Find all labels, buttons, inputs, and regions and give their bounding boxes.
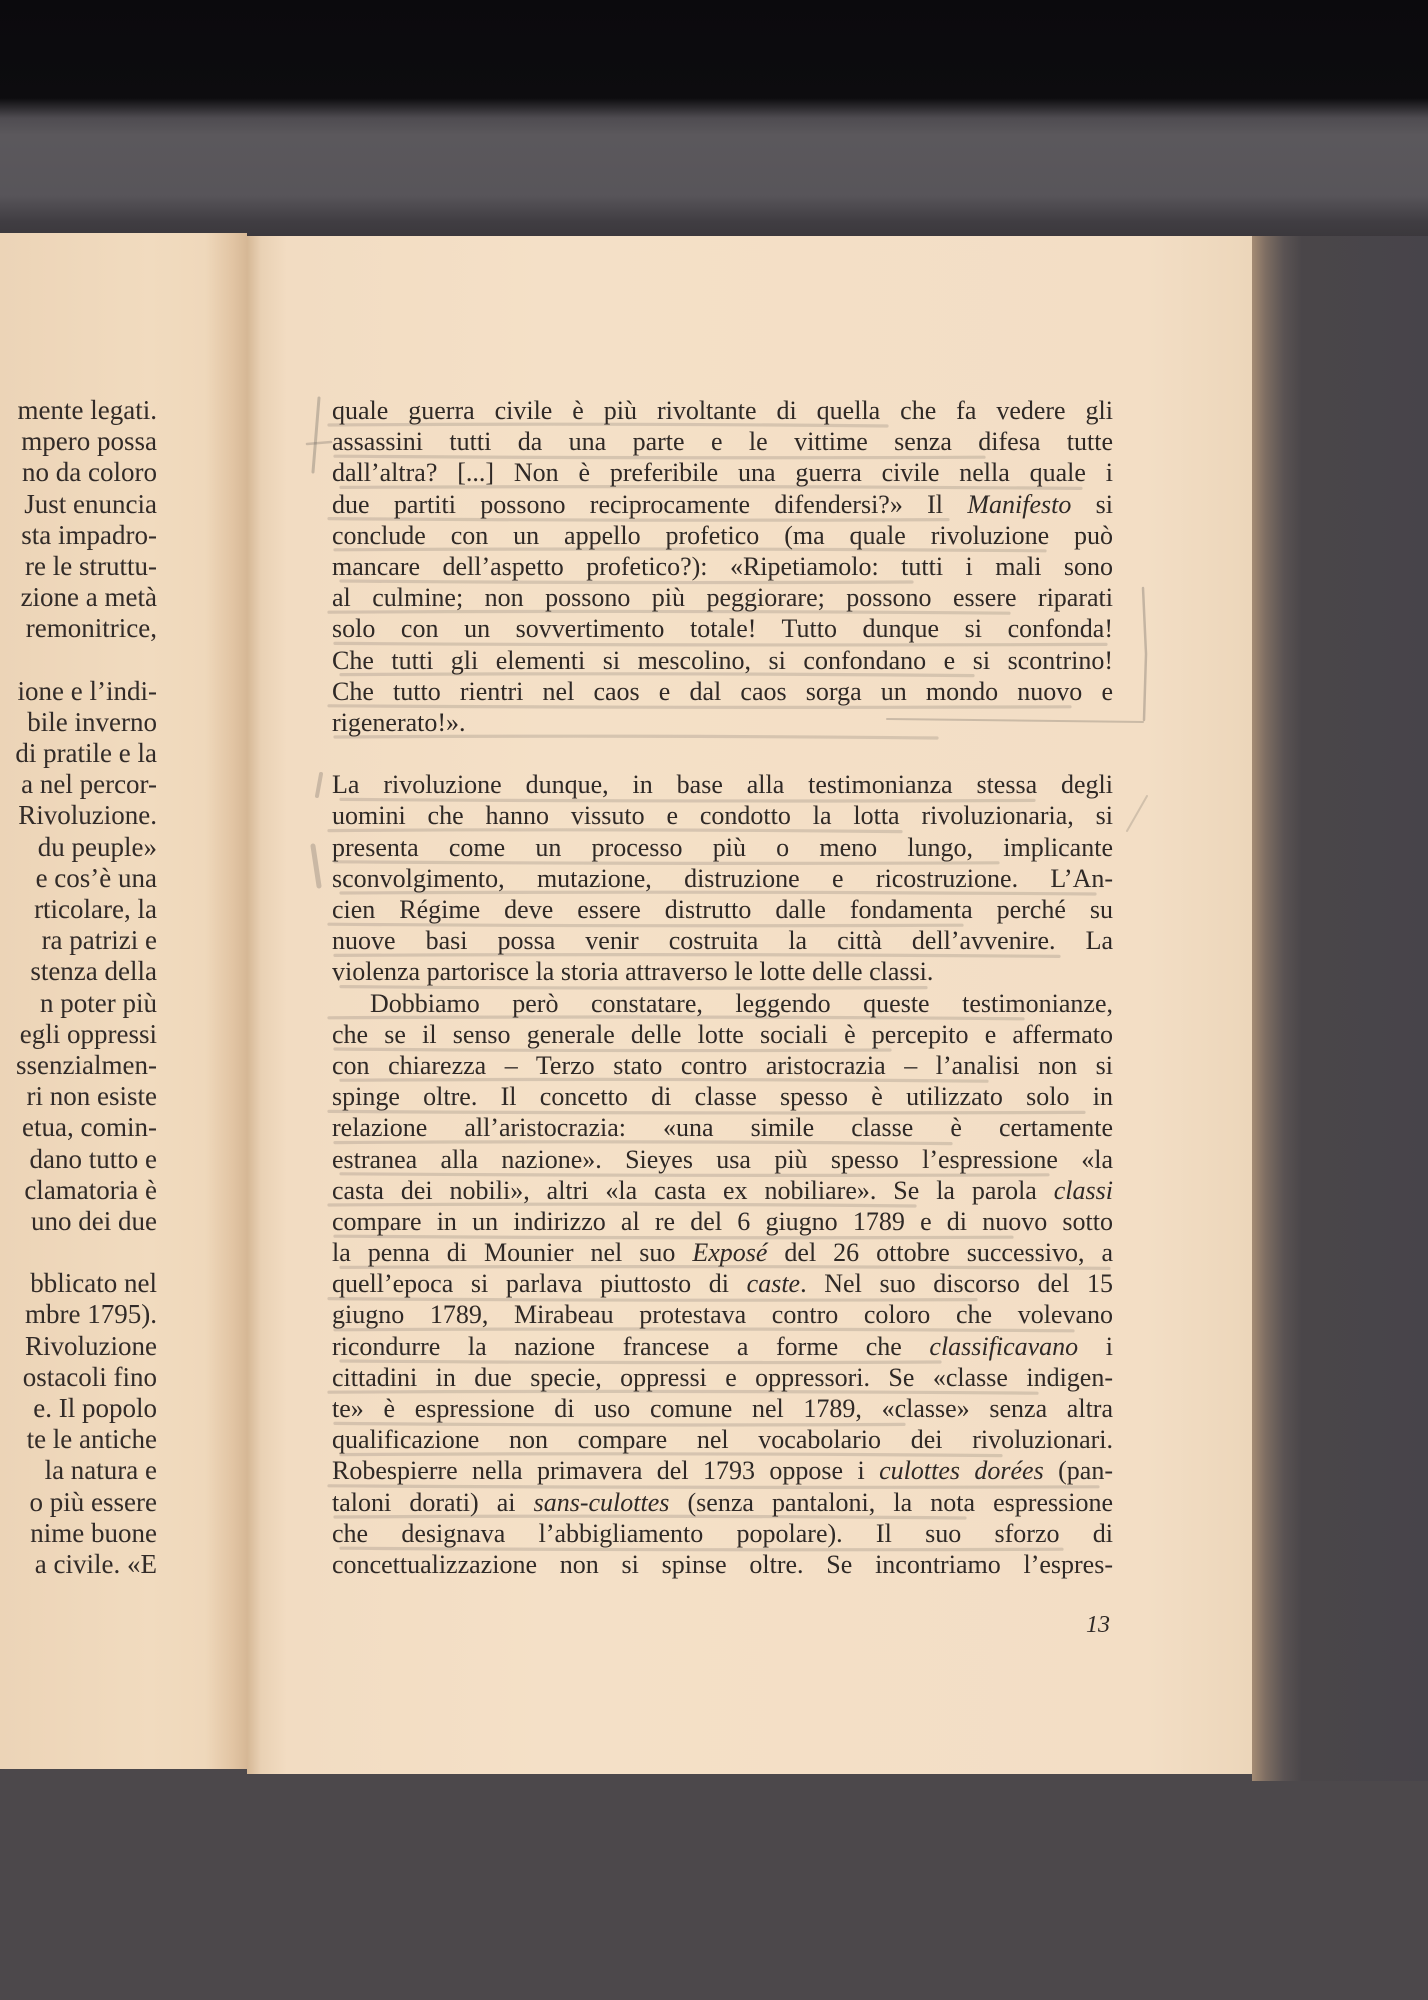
text-line <box>332 457 1113 488</box>
italic-text: culottes dorées <box>879 1456 1044 1486</box>
text-line <box>332 1237 1113 1268</box>
text-segment: concettualizzazione non si spinse oltre. Se incontriamo l’espres- <box>332 1549 1113 1579</box>
scanner-background-top <box>0 0 1428 240</box>
italic-text: classi <box>1053 1175 1113 1205</box>
text-line: ione e l’indi- <box>17 675 157 706</box>
text-line <box>332 1019 1113 1050</box>
text-line <box>332 676 1113 707</box>
text-line: sta impadro- <box>21 519 157 550</box>
text-line <box>332 769 1113 800</box>
text-line: Rivoluzione. <box>18 800 157 831</box>
text-line: bile inverno <box>27 706 157 737</box>
text-line <box>332 1144 1113 1175</box>
text-line <box>332 988 1113 1019</box>
italic-text: caste <box>746 1269 801 1299</box>
page-number: 13 <box>1086 1612 1110 1638</box>
text-line <box>332 707 1113 738</box>
text-line <box>332 1299 1113 1330</box>
pencil-margin-mark <box>317 774 321 796</box>
text-line <box>332 1081 1113 1112</box>
text-segment: compare in un indirizzo al re del 6 giugno 1789 e di nuovo sotto <box>332 1206 1113 1236</box>
page-edge-shadow <box>1252 236 1428 1781</box>
text-segment: Che tutti gli elementi si mescolino, si confondano e si scontrino! <box>332 645 1113 675</box>
left-page <box>0 233 247 1769</box>
text-line <box>332 1112 1113 1143</box>
right-page-text <box>332 395 1113 1580</box>
text-line <box>332 894 1113 925</box>
text-line <box>332 1331 1113 1362</box>
text-segment: i <box>1078 1331 1113 1361</box>
text-line <box>332 1268 1113 1299</box>
text-segment: del 26 ottobre successivo, a <box>767 1238 1113 1268</box>
text-segment: Che tutto rientri nel caos e dal caos sorga un mondo nuovo e <box>332 676 1113 706</box>
text-line <box>332 520 1113 551</box>
text-segment: si <box>1071 489 1113 519</box>
text-segment: spinge oltre. Il concetto di classe spesso è utilizzato solo in <box>332 1082 1113 1112</box>
text-line <box>332 800 1113 831</box>
pencil-margin-mark <box>313 398 319 472</box>
text-line <box>332 1175 1113 1206</box>
text-segment: quale guerra civile è più rivoltante di quella che fa vedere gli <box>332 396 1113 425</box>
text-segment: che designava l’abbigliamento popolare). Il suo sforzo di <box>332 1518 1113 1548</box>
text-line: a nel percor- <box>21 769 157 800</box>
blank-line <box>0 645 157 676</box>
text-line <box>332 613 1113 644</box>
text-line <box>332 489 1113 520</box>
paragraph <box>332 395 1113 738</box>
text-line: etua, comin- <box>22 1112 157 1143</box>
text-segment: presenta come un processo più o meno lungo, implicante <box>332 832 1113 862</box>
text-line <box>332 645 1113 676</box>
text-line: mente legati. <box>17 395 157 425</box>
text-line: re le struttu- <box>25 550 157 581</box>
text-line: Rivoluzione <box>25 1330 157 1361</box>
text-line: zione a metà <box>20 582 157 613</box>
text-line: ra patrizi e <box>41 925 157 956</box>
text-line <box>332 1393 1113 1424</box>
text-line: dano tutto e <box>29 1143 157 1174</box>
text-line <box>332 832 1113 863</box>
text-line: clamatoria è <box>24 1174 157 1205</box>
pencil-margin-mark <box>1127 796 1147 831</box>
text-segment: La rivoluzione dunque, in base alla testimonianza stessa degli <box>332 770 1113 800</box>
text-line: mpero possa <box>21 426 157 457</box>
text-line <box>332 1424 1113 1455</box>
italic-text: Manifesto <box>967 489 1072 519</box>
text-line <box>332 1518 1113 1549</box>
text-line <box>332 551 1113 582</box>
text-segment: giugno 1789, Mirabeau protestava contro coloro che volevano <box>332 1300 1113 1330</box>
text-line: ostacoli fino <box>22 1361 157 1392</box>
text-line <box>332 582 1113 613</box>
text-segment: estranea alla nazione». Sieyes usa più spesso l’espressione «la <box>332 1144 1113 1174</box>
text-line: la natura e <box>44 1455 157 1486</box>
blank-line <box>0 1237 157 1268</box>
text-segment: quell’epoca si parlava piuttosto di <box>332 1269 747 1299</box>
text-segment: casta dei nobili», altri «la casta ex nobiliare». Se la parola <box>332 1175 1054 1205</box>
italic-text: classificavano <box>929 1331 1079 1361</box>
text-segment: Dobbiamo però constatare, leggendo queste testimonianze, <box>370 988 1113 1018</box>
text-line: rticolare, la <box>34 894 157 924</box>
pencil-margin-mark <box>313 846 319 886</box>
paragraph <box>332 769 1113 987</box>
text-segment: la penna di Mounier nel suo <box>332 1238 693 1268</box>
text-line <box>332 925 1113 956</box>
text-segment: conclude con un appello profetico (ma quale rivoluzione può <box>332 520 1113 550</box>
text-line: no da coloro <box>22 457 157 488</box>
pencil-margin-mark <box>307 442 331 444</box>
text-segment: (senza pantaloni, la nota espressione <box>669 1487 1113 1517</box>
text-segment: rigenerato!». <box>332 707 466 737</box>
text-segment: nuove basi possa venir costruita la città dell’avvenire. La <box>332 926 1113 956</box>
text-segment: taloni dorati) ai <box>332 1487 534 1517</box>
text-segment: Robespierre nella primavera del 1793 oppose i <box>332 1456 880 1486</box>
text-segment: violenza partorisce la storia attraverso le lotte delle classi. <box>332 957 934 987</box>
text-line <box>332 863 1113 894</box>
text-line: n poter più <box>40 987 157 1018</box>
text-segment: relazione all’aristocrazia: «una simile classe è certamente <box>332 1113 1113 1143</box>
text-line: remonitrice, <box>25 613 157 644</box>
text-segment: uomini che hanno vissuto e condotto la lotta rivoluzionaria, si <box>332 801 1113 831</box>
text-line: Just enuncia <box>24 488 157 519</box>
text-line <box>332 1050 1113 1081</box>
text-line: egli oppressi <box>19 1018 157 1049</box>
text-segment: . Nel suo discorso del 15 <box>800 1269 1113 1299</box>
text-line: mbre 1795). <box>25 1299 157 1330</box>
text-line: o più essere <box>29 1486 157 1517</box>
text-segment: assassini tutti da una parte e le vittime senza difesa tutte <box>332 427 1113 457</box>
text-segment: qualificazione non compare nel vocabolario dei rivoluzionari. <box>332 1425 1113 1455</box>
text-line <box>332 395 1113 426</box>
text-line <box>332 1549 1113 1580</box>
italic-text: sans-culottes <box>533 1487 670 1517</box>
text-line <box>332 1455 1113 1486</box>
text-segment: cien Régime deve essere distrutto dalle fondamenta perché su <box>332 895 1113 924</box>
text-line <box>332 1206 1113 1237</box>
text-segment: dall’altra? [...] Non è preferibile una guerra civile nella quale i <box>332 458 1113 488</box>
text-line: e. Il popolo <box>33 1393 157 1423</box>
text-line: te le antiche <box>26 1424 157 1455</box>
paragraph <box>332 988 1113 1581</box>
text-segment: al culmine; non possono più peggiorare; possono essere riparati <box>332 583 1113 613</box>
text-line: nime buone <box>30 1517 157 1548</box>
text-line: stenza della <box>30 956 157 987</box>
text-line: bblicato nel <box>30 1268 157 1299</box>
text-line: ssenzialmen- <box>16 1049 157 1080</box>
italic-text: Exposé <box>692 1238 768 1268</box>
text-line: e cos’è una <box>35 862 157 893</box>
right-page <box>247 236 1252 1774</box>
text-segment: (pan- <box>1043 1456 1113 1486</box>
text-line: ri non esiste <box>26 1081 157 1112</box>
text-line <box>332 1487 1113 1518</box>
text-line: di pratile e la <box>15 738 157 769</box>
text-segment: con chiarezza – Terzo stato contro aristocrazia – l’analisi non si <box>332 1050 1113 1080</box>
text-line <box>332 956 1113 987</box>
text-line: uno dei due <box>31 1205 157 1236</box>
text-segment: te» è espressione di uso comune nel 1789, «classe» senza altra <box>332 1394 1113 1423</box>
text-segment: due partiti possono reciprocamente difendersi?» Il <box>332 489 968 519</box>
text-segment: solo con un sovvertimento totale! Tutto dunque si confonda! <box>332 614 1113 644</box>
text-line <box>332 1362 1113 1393</box>
text-line: a civile. «E <box>34 1548 157 1579</box>
left-page-text <box>0 395 157 1580</box>
text-segment: cittadini in due specie, oppressi e oppressori. Se «classe indigen- <box>332 1362 1113 1392</box>
text-segment: mancare dell’aspetto profetico?): «Ripetiamolo: tutti i mali sono <box>332 551 1113 581</box>
text-segment: che se il senso generale delle lotte sociali è percepito e affermato <box>332 1019 1113 1049</box>
text-line: du peuple» <box>37 831 157 862</box>
text-segment: ricondurre la nazione francese a forme che <box>332 1331 930 1361</box>
text-line <box>332 426 1113 457</box>
text-segment: sconvolgimento, mutazione, distruzione e ricostruzione. L’An- <box>332 863 1113 893</box>
pencil-bracket <box>1143 588 1146 720</box>
